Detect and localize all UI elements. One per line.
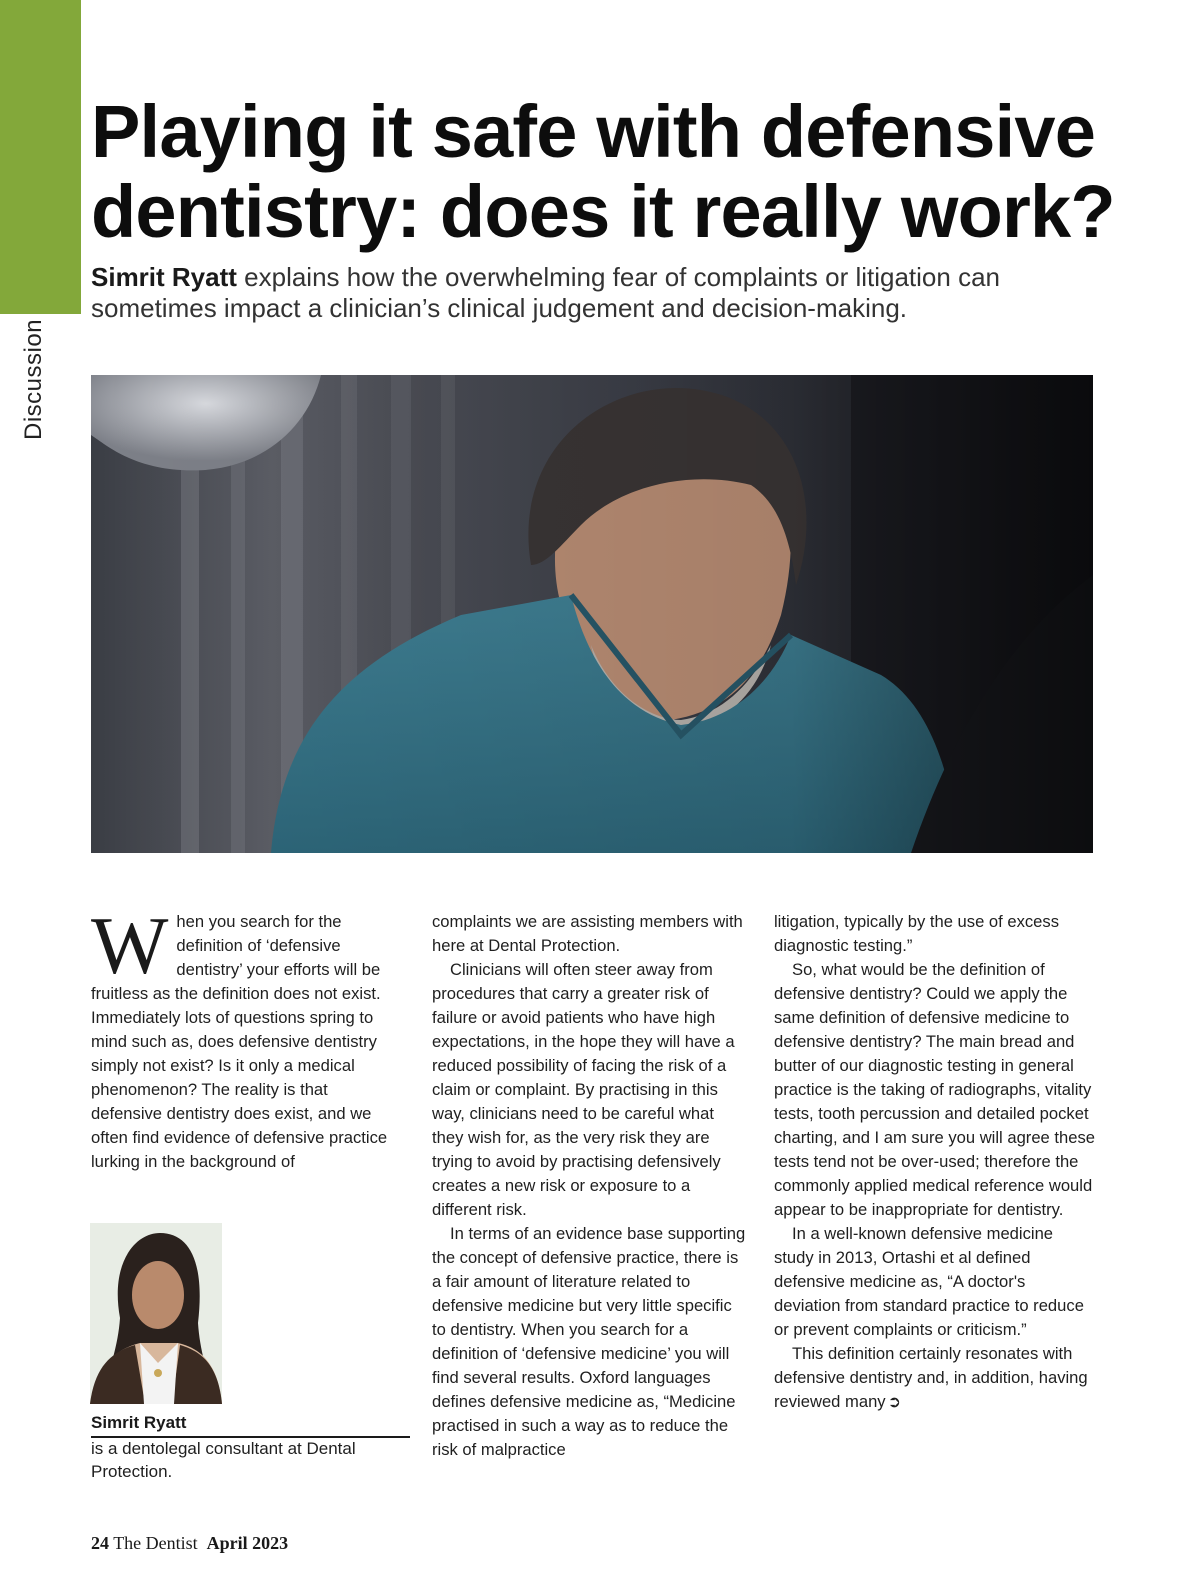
- paragraph: In terms of an evidence base supporting the concept of defensive practice, there is a fair amount of literature related to defensive medicine but very little specific to dentistry. When you search for a definition of ‘defensive medicine’ you will find several results. Oxford languages defines defensive medicine as, “Medicine practised in such a way as to reduce the risk of malpractice: [432, 1224, 746, 1459]
- continue-arrow-icon: ➲: [887, 1394, 902, 1411]
- author-bio-name: Simrit Ryatt: [91, 1412, 410, 1438]
- hero-photo-illustration: [91, 375, 1093, 853]
- paragraph: complaints we are assisting members with here at Dental Protection.: [432, 912, 743, 955]
- hero-photo: [91, 375, 1093, 853]
- standfirst-text: explains how the overwhelming fear of complaints or litigation can sometimes impact a clinician’s clinical judgement and decision-making.: [91, 262, 1000, 323]
- paragraph: Clinicians will often steer away from procedures that carry a greater risk of failure or avoid patients who have high expectations, in the hope they will have a reduced possibility of facing the risk of a claim or complaint. By practising in this way, clinicians need to be careful what they wish for, as the very risk they are trying to avoid by practising defensively creates a new risk or exposure to a different risk.: [432, 960, 735, 1219]
- issue-date: April 2023: [206, 1533, 289, 1553]
- page-number: 24: [91, 1533, 109, 1553]
- author-portrait: [90, 1223, 222, 1404]
- paragraph: In a well-known defensive medicine study in 2013, Ortashi et al defined defensive medicine as, “A doctor's deviation from standard practice to reduce or prevent complaints or criticism.”: [774, 1224, 1084, 1339]
- article-column-1: [91, 900, 403, 1174]
- page-footer: [91, 1533, 288, 1554]
- section-label: Discussion: [20, 318, 47, 440]
- standfirst: [91, 262, 1091, 324]
- paragraph: This definition certainly resonates with defensive dentistry and, in addition, having reviewed many: [774, 1344, 1088, 1411]
- drop-cap: W: [91, 900, 169, 991]
- article-column-2: [432, 910, 748, 1462]
- paragraph: litigation, typically by the use of excess diagnostic testing.”: [774, 912, 1060, 955]
- section-color-bar: [0, 0, 81, 314]
- standfirst-author: Simrit Ryatt: [91, 262, 237, 292]
- author-portrait-illustration: [90, 1223, 222, 1404]
- article-headline: Playing it safe with defensive dentistry: does it really work?: [91, 90, 1115, 253]
- author-bio-text: is a dentolegal consultant at Dental Protection.: [91, 1439, 356, 1481]
- publication-name: The Dentist: [113, 1533, 198, 1553]
- paragraph: hen you search for the definition of ‘defensive dentistry’ your efforts will be fruitless as the definition does not exist. Immediately lots of questions spring to mind such as, does defensive dentistry simply not exist? Is it only a medical phenomenon? The reality is that defensive dentistry does exist, and we often find evidence of defensive practice lurking in the background of: [91, 912, 388, 1171]
- paragraph: So, what would be the definition of defensive dentistry? Could we apply the same definition of defensive medicine to defensive dentistry? The main bread and butter of our diagnostic testing in general practice is the taking of radiographs, vitality tests, tooth percussion and detailed pocket charting, and I am sure you will agree these tests tend not be over-used; therefore the commonly applied medical reference would appear to be inappropriate for dentistry.: [774, 960, 1095, 1219]
- article-column-3: [774, 910, 1096, 1415]
